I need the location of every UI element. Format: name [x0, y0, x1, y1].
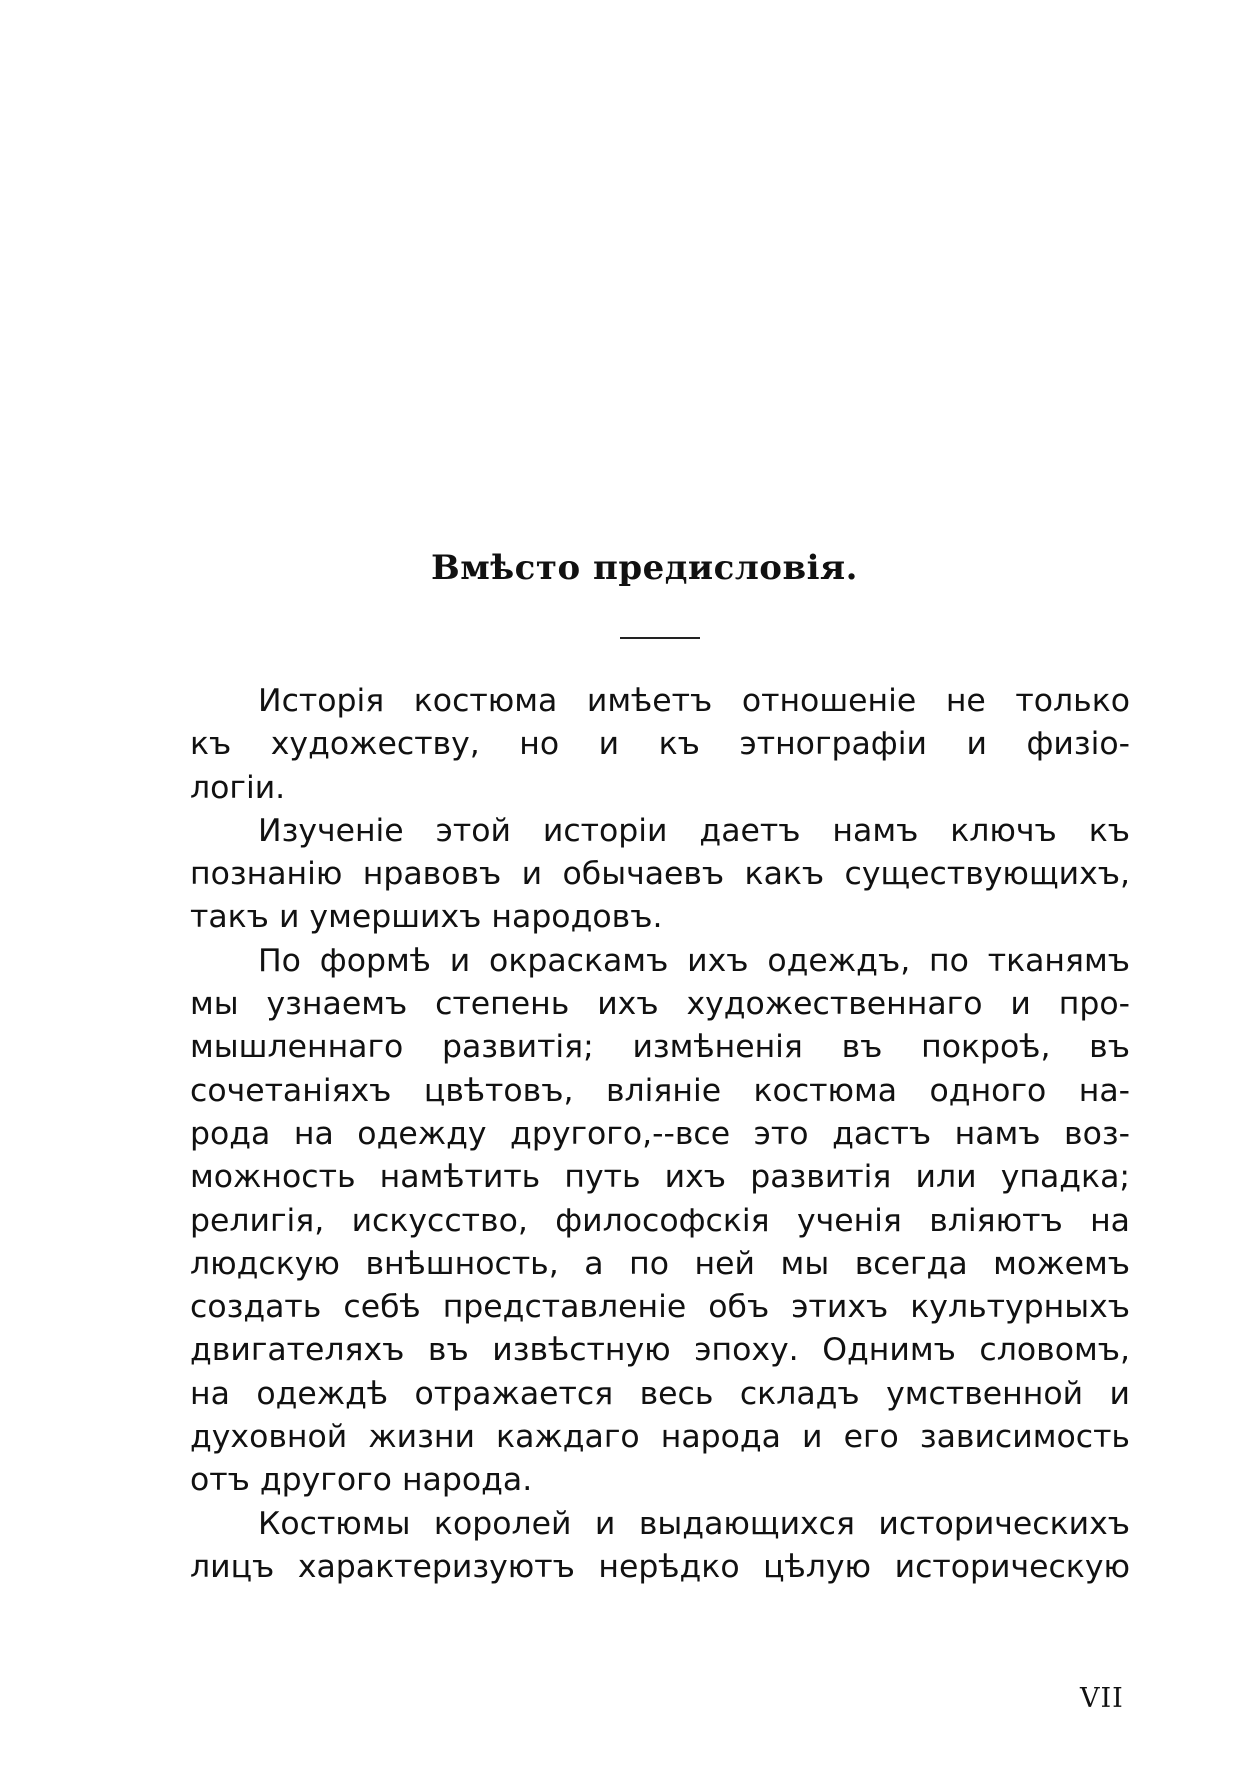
- text-line: Исторія костюма имѣетъ отношеніе не только: [258, 683, 1130, 719]
- text-line: мы узнаемъ степень ихъ художественнаго и про-: [190, 986, 1130, 1023]
- heading-divider: [620, 637, 700, 639]
- paragraph: [190, 940, 1130, 1503]
- text-line: По формѣ и окраскамъ ихъ одеждъ, по тканямъ: [258, 942, 1130, 979]
- paragraph: [190, 810, 1130, 940]
- text-line: религія, искусство, философскія ученія вліяютъ на: [190, 1202, 1130, 1239]
- text-line: рода на одежду другого,--все это дастъ намъ воз-: [190, 1115, 1130, 1152]
- text-line: людскую внѣшность, а по ней мы всегда можемъ: [190, 1245, 1130, 1282]
- text-line: сочетаніяхъ цвѣтовъ, вліяніе костюма одного на-: [190, 1072, 1130, 1109]
- text-line: можность намѣтить путь ихъ развитія или упадка;: [190, 1159, 1130, 1196]
- text-line: Изученіе этой исторіи даетъ намъ ключъ къ: [258, 812, 1130, 849]
- text-line: двигателяхъ въ извѣстную эпоху. Однимъ словомъ,: [190, 1332, 1130, 1369]
- text-line: логіи.: [190, 769, 286, 806]
- page-number: VII: [1080, 1683, 1124, 1714]
- paragraph: [190, 1503, 1130, 1590]
- text-line: такъ и умершихъ народовъ.: [190, 899, 663, 936]
- text-line: Костюмы королей и выдающихся историческихъ: [258, 1505, 1130, 1542]
- text-line: познанію нравовъ и обычаевъ какъ существующихъ,: [190, 856, 1130, 893]
- text-line: лицъ характеризуютъ нерѣдко цѣлую историческую: [190, 1548, 1130, 1585]
- body-text: [190, 680, 1130, 1589]
- section-heading: Вмѣсто предисловія.: [431, 548, 858, 588]
- text-line: отъ другого народа.: [190, 1462, 533, 1499]
- text-line: на одеждѣ отражается весь складъ умственной и: [190, 1375, 1130, 1412]
- text-line: мышленнаго развитія; измѣненія въ покроѣ, въ: [190, 1029, 1130, 1066]
- paragraph: [190, 680, 1130, 810]
- text-line: къ художеству, но и къ этнографіи и физіо-: [190, 726, 1130, 763]
- text-line: создать себѣ представленіе объ этихъ культурныхъ: [190, 1289, 1130, 1326]
- text-line: духовной жизни каждаго народа и его зависимость: [190, 1419, 1130, 1456]
